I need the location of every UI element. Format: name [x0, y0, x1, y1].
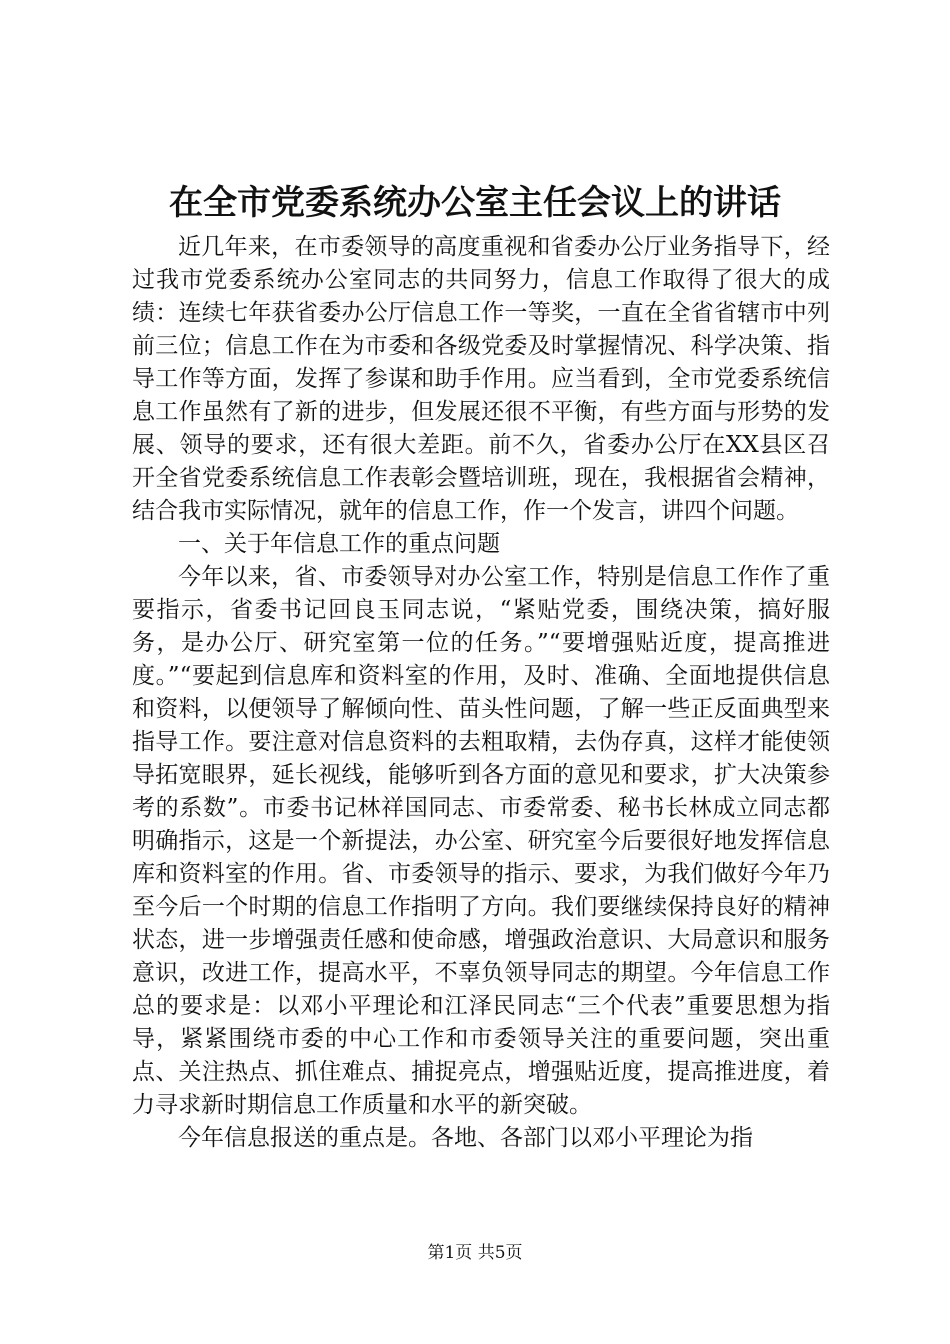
document-title: 在全市党委系统办公室主任会议上的讲话: [169, 183, 781, 223]
document-body: [132, 231, 830, 1155]
paragraph-reporting-focus: 今年信息报送的重点是。各地、各部门以邓小平理论为指: [178, 1125, 753, 1151]
section-heading: 一、关于年信息工作的重点问题: [178, 531, 500, 557]
page-number-footer: 第1页 共5页: [427, 1243, 523, 1263]
paragraph-instructions: 今年以来，省、市委领导对办公室工作，特别是信息工作作了重要指示，省委书记回良玉同志说，“紧贴党委，围绕决策，搞好服务，是办公厅、研究室第一位的任务。”“要增强贴近度，提高推进度。”“要起到信息库和资料室的作用，及时、准确、全面地提供信息和资料，以便领导了解倾向性、苗头性问题，了解一些正反面典型来指导工作。要注意对信息资料的去粗取精，去伪存真，这样才能使领导拓宽眼界，延长视线，能够听到各方面的意见和要求，扩大决策参考的系数”。市委书记林祥国同志、市委常委、秘书长林成立同志都明确指示，这是一个新提法，办公室、研究室今后要很好地发挥信息库和资料室的作用。省、市委领导的指示、要求，为我们做好今年乃至今后一个时期的信息工作指明了方向。我们要继续保持良好的精神状态，进一步增强责任感和使命感，增强政治意识、大局意识和服务意识，改进工作，提高水平，不辜负领导同志的期望。今年信息工作总的要求是：以邓小平理论和江泽民同志“三个代表”重要思想为指导，紧紧围绕市委的中心工作和市委领导关注的重要问题，突出重点、关注热点、抓住难点、捕捉亮点，增强贴近度，提高推进度，着力寻求新时期信息工作质量和水平的新突破。: [132, 564, 830, 1118]
paragraph-intro: 近几年来，在市委领导的高度重视和省委办公厅业务指导下，经过我市党委系统办公室同志的共同努力，信息工作取得了很大的成绩：连续七年获省委办公厅信息工作一等奖，一直在全省省辖市中列前三位；信息工作在为市委和各级党委及时掌握情况、科学决策、指导工作等方面，发挥了参谋和助手作用。应当看到，全市党委系统信息工作虽然有了新的进步，但发展还很不平衡，有些方面与形势的发展、领导的要求，还有很大差距。前不久，省委办公厅在XX县区召开全省党委系统信息工作表彰会暨培训班，现在，我根据省会精神，结合我市实际情况，就年的信息工作，作一个发言，讲四个问题。: [132, 234, 830, 524]
